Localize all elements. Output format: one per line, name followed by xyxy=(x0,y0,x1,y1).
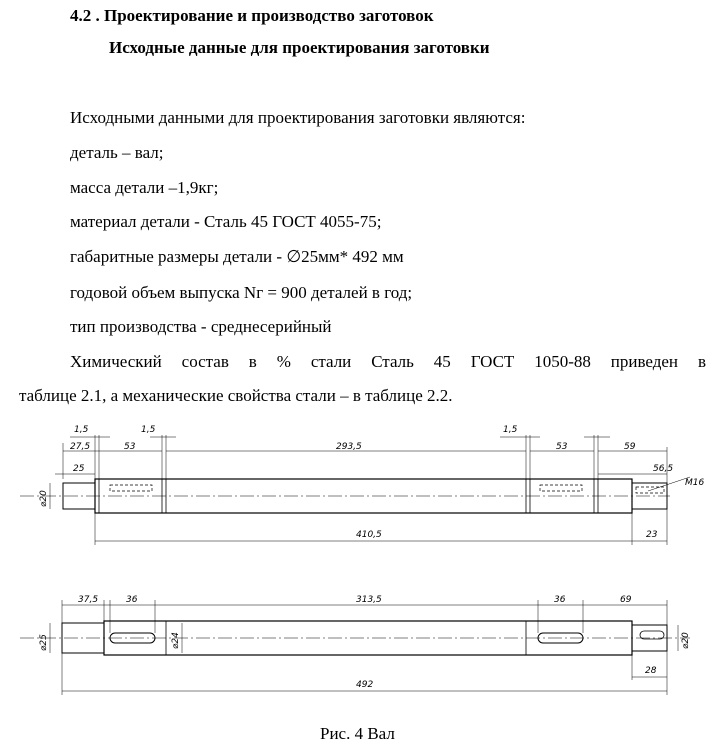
dim-label: 36 xyxy=(554,595,566,605)
figure-caption: Рис. 4 Вал xyxy=(320,724,395,743)
word: Химический xyxy=(70,352,162,371)
dim-label: 25 xyxy=(73,464,85,474)
dim-label: 1,5 xyxy=(503,425,518,435)
dim-label: 56,5 xyxy=(653,464,674,474)
dim-label: 59 xyxy=(624,442,636,452)
dim-label: 28 xyxy=(645,666,657,676)
dim-label: ⌀20 xyxy=(39,490,49,507)
word: 1050-88 xyxy=(534,352,591,371)
word: 45 xyxy=(433,352,451,371)
dim-label: 410,5 xyxy=(356,530,382,540)
dim-label: 1,5 xyxy=(74,425,89,435)
list-item: материал детали - Сталь 45 ГОСТ 4055-75; xyxy=(70,212,382,231)
dim-label: 293,5 xyxy=(336,442,362,452)
dim-label: ⌀25 xyxy=(39,634,49,651)
word: в xyxy=(697,352,706,371)
dim-label: 1,5 xyxy=(141,425,156,435)
dim-label: 492 xyxy=(356,680,374,690)
list-item: годовой объем выпуска Nг = 900 деталей в год; xyxy=(70,283,413,302)
paragraph-intro: Исходными данными для проектирования заготовки являются: xyxy=(70,108,526,127)
word: стали xyxy=(310,352,352,371)
top-view-dimensions xyxy=(39,425,704,540)
list-item: тип производства - среднесерийный xyxy=(70,317,332,336)
dim-label: 27,5 xyxy=(70,442,91,452)
dim-label: 37,5 xyxy=(78,595,99,605)
dim-label: 69 xyxy=(620,595,632,605)
list-item: масса детали –1,9кг; xyxy=(70,178,219,197)
list-item: деталь – вал; xyxy=(70,143,164,162)
subsection-title: Исходные данные для проектирования заготовки xyxy=(109,38,490,57)
paragraph-chemistry-line1 xyxy=(70,352,706,372)
dim-label: 36 xyxy=(126,595,138,605)
list-item: габаритные размеры детали - ∅25мм* 492 мм xyxy=(70,247,404,266)
shaft-drawing xyxy=(0,415,724,715)
section-title: 4.2 . Проектирование и производство заготовок xyxy=(70,6,434,25)
word: Сталь xyxy=(371,352,414,371)
dim-label: M16 xyxy=(685,478,705,488)
word: состав xyxy=(181,352,229,371)
dim-label: 53 xyxy=(124,442,136,452)
word: в xyxy=(248,352,257,371)
word: приведен xyxy=(610,352,679,371)
dim-label: ⌀24 xyxy=(171,632,181,649)
dim-label: 313,5 xyxy=(356,595,382,605)
paragraph-chemistry-line2: таблице 2.1, а механические свойства стали – в таблице 2.2. xyxy=(19,386,453,405)
word: % xyxy=(276,352,291,371)
dim-label: 53 xyxy=(556,442,568,452)
shaft-bottom-view xyxy=(20,600,690,695)
word: ГОСТ xyxy=(470,352,515,371)
dim-label: ⌀20 xyxy=(681,632,691,649)
dim-label: 23 xyxy=(646,530,658,540)
